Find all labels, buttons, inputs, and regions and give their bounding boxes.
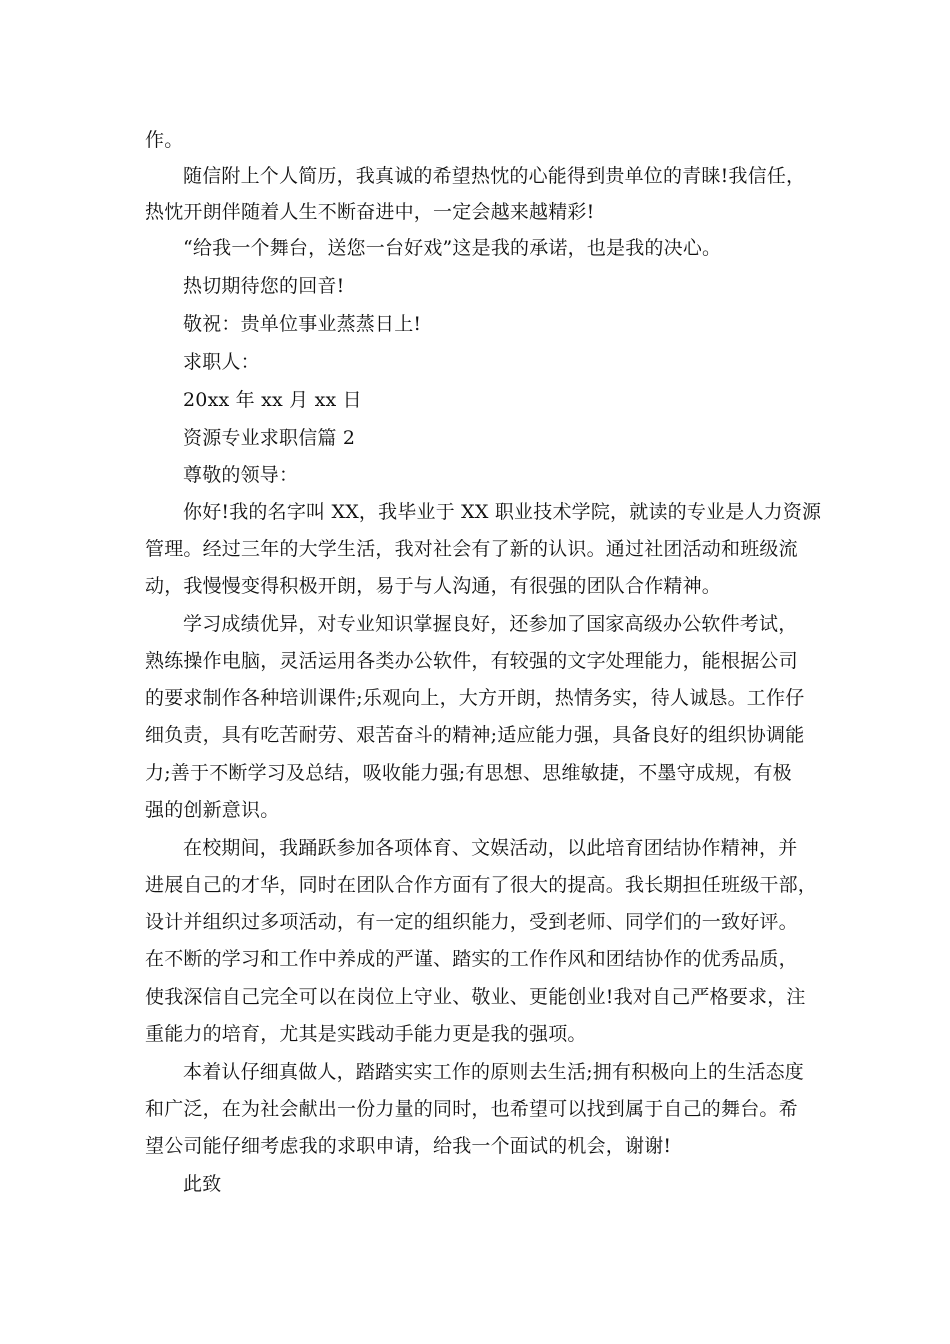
text-line: 使我深信自己完全可以在岗位上守业、敬业、更能创业!我对自己严格要求，注 xyxy=(145,986,806,1008)
text-line: 动，我慢慢变得积极开朗，易于与人沟通，有很强的团队合作精神。 xyxy=(145,575,722,597)
text-line: 此致 xyxy=(183,1173,222,1195)
text-line: 20xx 年 xx 月 xx 日 xyxy=(183,389,362,411)
text-line: 力;善于不断学习及总结，吸收能力强;有思想、思维敏捷，不墨守成规，有极 xyxy=(145,762,792,784)
text-line: 尊敬的领导： xyxy=(183,464,299,486)
text-line: 熟练操作电脑，灵活运用各类办公软件，有较强的文字处理能力，能根据公司 xyxy=(145,650,798,672)
text-line: 热切期待您的回音! xyxy=(183,275,345,297)
text-line: 学习成绩优异，对专业知识掌握良好，还参加了国家高级办公软件考试， xyxy=(183,613,798,635)
text-line: 本着认仔细真做人，踏踏实实工作的原则去生活;拥有积极向上的生活态度 xyxy=(183,1061,805,1083)
text-line: 细负责，具有吃苦耐劳、艰苦奋斗的精神;适应能力强，具备良好的组织协调能 xyxy=(145,724,805,746)
text-line: 管理。经过三年的大学生活，我对社会有了新的认识。通过社团活动和班级流 xyxy=(145,538,798,560)
text-line: 重能力的培育，尤其是实践动手能力更是我的强项。 xyxy=(145,1023,587,1045)
text-line: 作。 xyxy=(145,129,184,151)
text-line: 进展自己的才华，同时在团队合作方面有了很大的提高。我长期担任班级干部， xyxy=(145,874,818,896)
text-line: “给我一个舞台，送您一台好戏”这是我的承诺，也是我的决心。 xyxy=(183,237,722,259)
text-line: 求职人： xyxy=(183,351,260,373)
text-line: 资源专业求职信篇 2 xyxy=(183,427,356,449)
text-line: 强的创新意识。 xyxy=(145,799,280,821)
text-line: 的要求制作各种培训课件;乐观向上，大方开朗，热情务实，待人诚恳。工作仔 xyxy=(145,687,805,709)
text-line: 敬祝：贵单位事业蒸蒸日上! xyxy=(183,313,422,335)
text-line: 热忱开朗伴随着人生不断奋进中，一定会越来越精彩! xyxy=(145,201,595,223)
text-line: 你好!我的名字叫 XX，我毕业于 XX 职业技术学院，就读的专业是人力资源 xyxy=(183,501,822,523)
text-line: 随信附上个人简历，我真诚的希望热忱的心能得到贵单位的青睐!我信任， xyxy=(183,165,806,187)
text-line: 望公司能仔细考虑我的求职申请，给我一个面试的机会，谢谢! xyxy=(145,1135,672,1157)
text-line: 在不断的学习和工作中养成的严谨、踏实的工作作风和团结协作的优秀品质， xyxy=(145,948,798,970)
text-line: 和广泛，在为社会献出一份力量的同时，也希望可以找到属于自己的舞台。希 xyxy=(145,1098,798,1120)
text-line: 设计并组织过多项活动，有一定的组织能力，受到老师、同学们的一致好评。 xyxy=(145,911,798,933)
text-line: 在校期间，我踊跃参加各项体育、文娱活动，以此培育团结协作精神，并 xyxy=(183,837,798,859)
